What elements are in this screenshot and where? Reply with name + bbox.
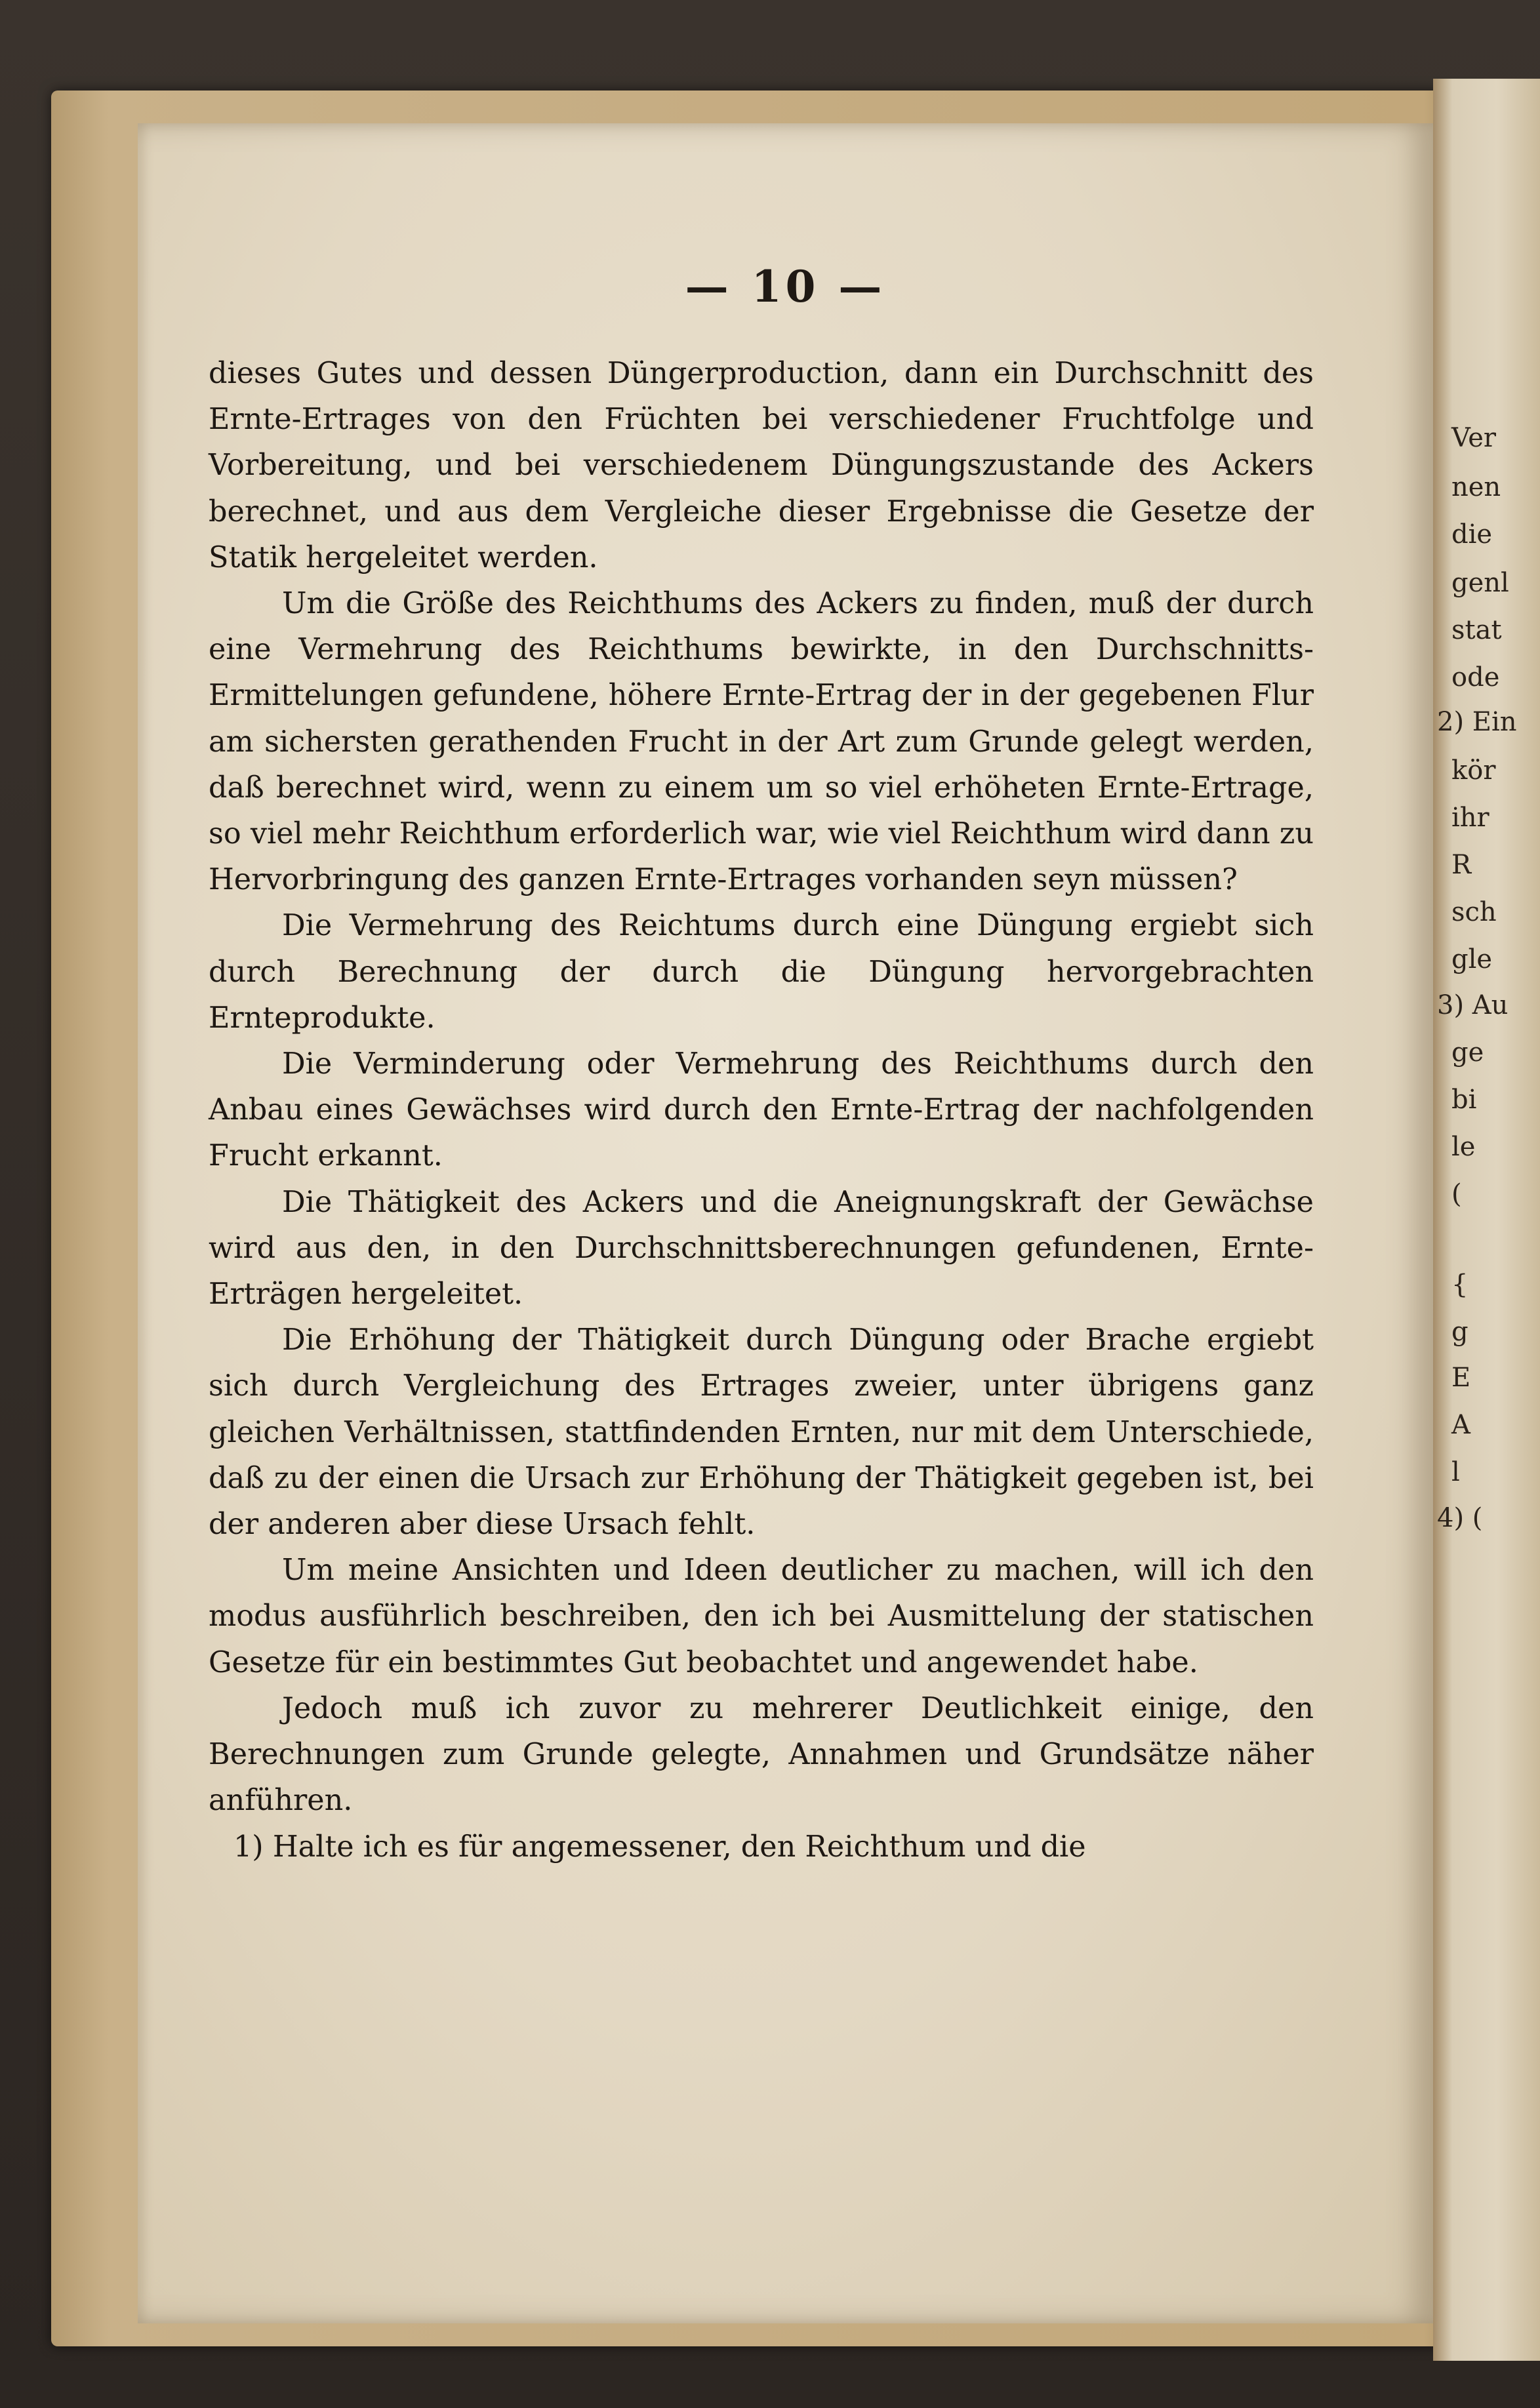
facing-fragment: die xyxy=(1451,519,1493,550)
facing-fragment: bi xyxy=(1451,1085,1477,1115)
facing-fragment: R xyxy=(1451,850,1472,880)
facing-fragment: { xyxy=(1451,1270,1469,1300)
facing-fragment: ihr xyxy=(1451,803,1489,833)
facing-fragment: stat xyxy=(1451,615,1502,645)
paragraph-2: Um die Größe des Reichthums des Ackers zu finden, muß der durch eine Vermehrung des Reichthums bewirkte, in den Durchschnitts-Ermittelungen gefundene, höhere Ernte-Ertrag der in der gegebenen Flur am sichersten gerathenden Frucht in der Art zum Grunde gelegt werden, daß berechnet wird, wenn zu einem um so viel erhöheten Ernte-Ertrage, so viel mehr Reichthum erforderlich war, wie viel Reichthum wird dann zu Hervorbringung des ganzen Ernte-Ertrages vorhanden seyn müssen? xyxy=(209,587,1314,897)
facing-fragment: sch xyxy=(1451,897,1497,927)
facing-fragment: 3) Au xyxy=(1437,990,1509,1020)
facing-page-edge xyxy=(1433,79,1540,2361)
paragraph-8: Jedoch muß ich zuvor zu mehrerer Deutlichkeit einige, den Berechnungen zum Grunde gelegte, Annahmen und Grundsätze näher anführen. xyxy=(209,1691,1314,1818)
page-body-text xyxy=(209,351,1314,1870)
facing-fragment: ( xyxy=(1451,1179,1462,1209)
paragraph-5: Die Thätigkeit des Ackers und die Aneignungskraft der Gewächse wird aus den, in den Durchschnittsberechnungen gefundenen, Ernte-Erträgen hergeleitet. xyxy=(209,1185,1314,1312)
paragraph-3: Die Vermehrung des Reichtums durch eine Düngung ergiebt sich durch Berechnung der durch die Düngung hervorgebrachten Ernteprodukte. xyxy=(209,909,1314,1035)
facing-fragment: genl xyxy=(1451,568,1509,598)
facing-fragment: 2) Ein xyxy=(1437,707,1517,737)
page-number: — 10 — xyxy=(685,261,886,312)
paragraph-9: 1) Halte ich es für angemessener, den Reichthum und die xyxy=(233,1830,1086,1864)
paragraph-4: Die Verminderung oder Vermehrung des Reichthums durch den Anbau eines Gewächses wird durch den Ernte-Ertrag der nachfolgenden Frucht erkannt. xyxy=(209,1047,1314,1173)
facing-fragment: 4) ( xyxy=(1437,1503,1483,1533)
facing-fragment: nen xyxy=(1451,472,1501,502)
facing-fragment: kör xyxy=(1451,755,1496,786)
facing-fragment: l xyxy=(1451,1457,1460,1487)
facing-fragment: ode xyxy=(1451,662,1500,692)
facing-fragment: Ver xyxy=(1451,423,1497,453)
facing-fragment: gle xyxy=(1451,944,1493,974)
paragraph-1: dieses Gutes und dessen Düngerproduction, dann ein Durchschnitt des Ernte-Ertrages von den Früchten bei verschiedener Fruchtfolge und Vorbereitung, und bei verschiedenem Düngungszustande des Ackers berechnet, und aus dem Vergleiche dieser Ergebnisse die Gesetze der Statik hergeleitet werden. xyxy=(209,357,1314,574)
paragraph-6: Die Erhöhung der Thätigkeit durch Düngung oder Brache ergiebt sich durch Vergleichung des Ertrages zweier, unter übrigens ganz gleichen Verhältnissen, stattfindenden Ernten, nur mit dem Unterschiede, daß zu der einen die Ursach zur Erhöhung der Thätigkeit gegeben ist, bei der anderen aber diese Ursach fehlt. xyxy=(209,1323,1314,1542)
facing-fragment: g xyxy=(1451,1317,1469,1347)
facing-fragment: E xyxy=(1451,1363,1471,1393)
paragraph-7: Um meine Ansichten und Ideen deutlicher zu machen, will ich den modus ausführlich beschreiben, den ich bei Ausmittelung der statischen Gesetze für ein bestimmtes Gut beobachtet und angewendet habe. xyxy=(209,1554,1314,1679)
facing-fragment: A xyxy=(1451,1410,1470,1440)
facing-fragment: le xyxy=(1451,1132,1476,1162)
facing-fragment: ge xyxy=(1451,1037,1484,1068)
